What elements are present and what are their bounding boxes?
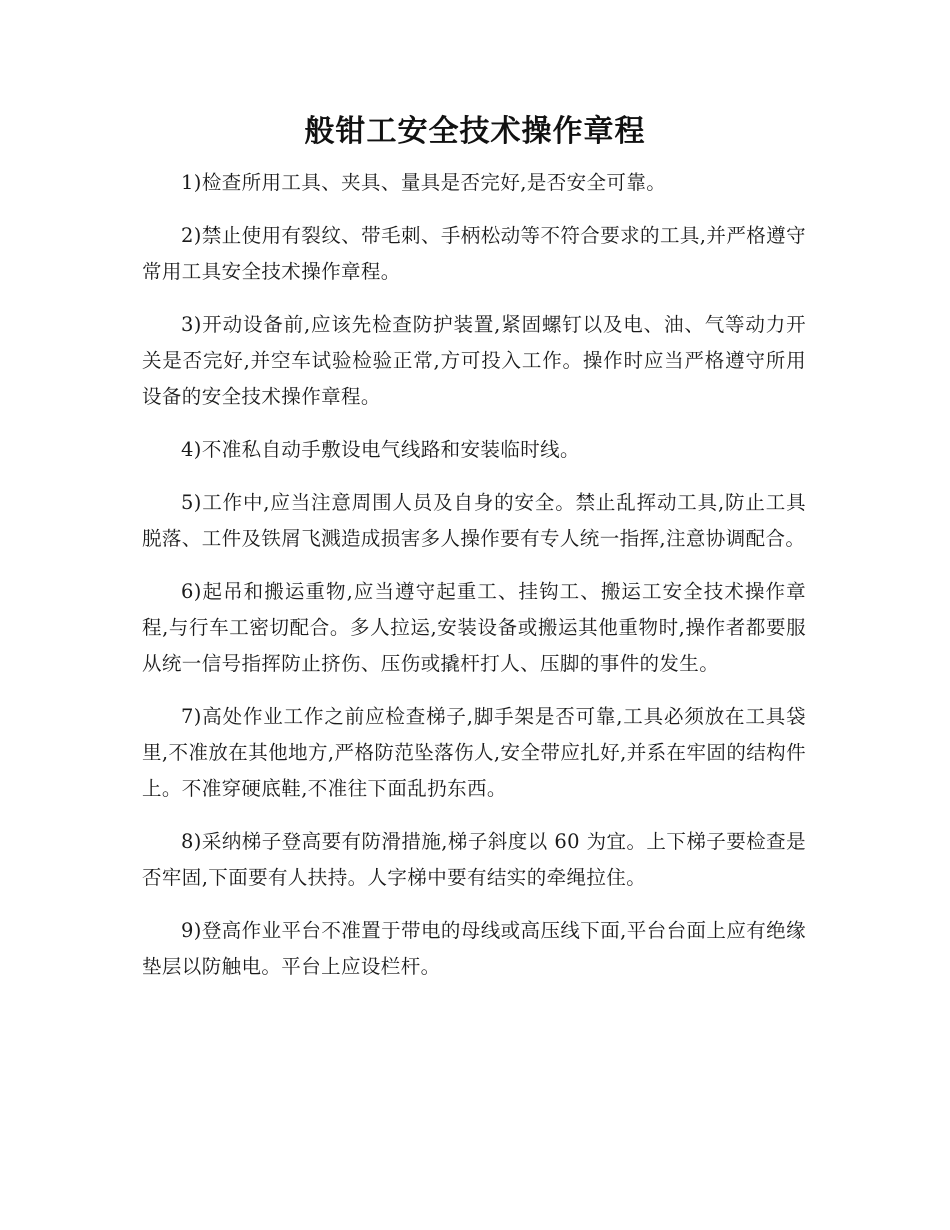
paragraph-5: 5)工作中,应当注意周围人员及自身的安全。禁止乱挥动工具,防止工具脱落、工件及铁屑飞溅造成损害多人操作要有专人统一指挥,注意协调配合。 — [142, 491, 806, 550]
paragraph-6: 6)起吊和搬运重物,应当遵守起重工、挂钩工、搬运工安全技术操作章程,与行车工密切配合。多人拉运,安装设备或搬运其他重物时,操作者都要服从统一信号指挥防止挤伤、压伤或撬杆打人、压脚的事件的发生。 — [142, 580, 806, 675]
paragraph-8: 8)采纳梯子登高要有防滑措施,梯子斜度以 60 为宜。上下梯子要检查是否牢固,下面要有人扶持。人字梯中要有结实的牵绳拉住。 — [142, 830, 806, 889]
document-title: 般钳工安全技术操作章程 — [304, 114, 646, 149]
paragraph-9: 9)登高作业平台不准置于带电的母线或高压线下面,平台台面上应有绝缘垫层以防触电。平台上应设栏杆。 — [142, 919, 806, 978]
paragraph-3: 3)开动设备前,应该先检查防护装置,紧固螺钉以及电、油、气等动力开关是否完好,并空车试验检验正常,方可投入工作。操作时应当严格遵守所用设备的安全技术操作章程。 — [142, 313, 806, 408]
paragraph-7: 7)高处作业工作之前应检查梯子,脚手架是否可靠,工具必须放在工具袋里,不准放在其他地方,严格防范坠落伤人,安全带应扎好,并系在牢固的结构件上。不准穿硬底鞋,不准往下面乱扔东西。 — [142, 705, 806, 800]
paragraph-1: 1)检查所用工具、夹具、量具是否完好,是否安全可靠。 — [181, 171, 667, 194]
document-body — [142, 165, 806, 1002]
paragraph-2: 2)禁止使用有裂纹、带毛刺、手柄松动等不符合要求的工具,并严格遵守常用工具安全技术操作章程。 — [142, 224, 806, 283]
paragraph-4: 4)不准私自动手敷设电气线路和安装临时线。 — [181, 438, 580, 461]
